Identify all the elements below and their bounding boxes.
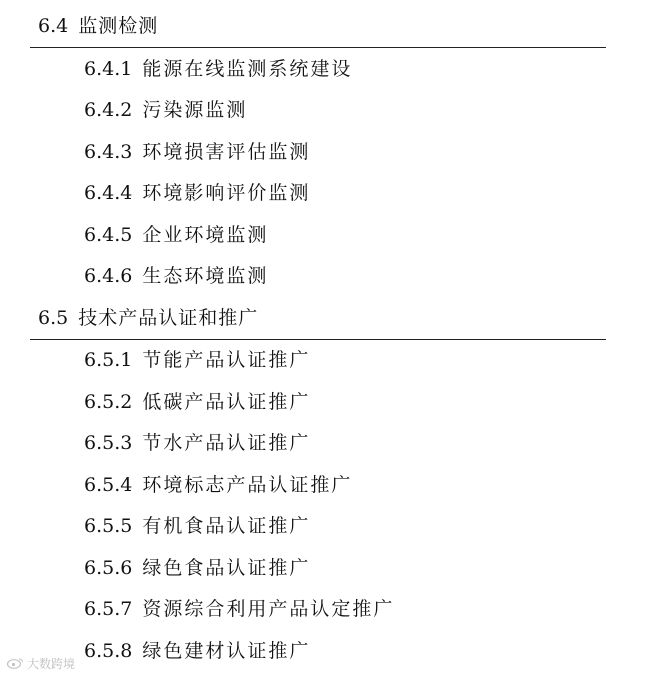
item-number: 6.5.7 bbox=[84, 598, 133, 620]
item-title: 生态环境监测 bbox=[142, 265, 269, 287]
item-number: 6.4.6 bbox=[84, 265, 133, 287]
item-number: 6.4.2 bbox=[84, 99, 133, 121]
item-title: 环境损害评估监测 bbox=[142, 141, 311, 163]
toc-item bbox=[84, 390, 310, 414]
item-title: 污染源监测 bbox=[142, 99, 248, 121]
item-title: 绿色食品认证推广 bbox=[142, 557, 311, 579]
item-number: 6.5.2 bbox=[84, 391, 133, 413]
section-heading bbox=[38, 306, 258, 330]
item-number: 6.5.5 bbox=[84, 515, 133, 537]
toc-item bbox=[84, 514, 310, 538]
toc-item bbox=[84, 639, 310, 663]
item-title: 绿色建材认证推广 bbox=[142, 640, 311, 662]
section-number: 6.5 bbox=[38, 307, 69, 329]
watermark-text: 大数跨境 bbox=[27, 657, 76, 671]
item-title: 资源综合利用产品认定推广 bbox=[142, 598, 395, 620]
section-divider bbox=[30, 339, 606, 340]
item-number: 6.4.5 bbox=[84, 224, 133, 246]
toc-item bbox=[84, 431, 310, 455]
item-title: 能源在线监测系统建设 bbox=[142, 58, 353, 80]
item-number: 6.5.1 bbox=[84, 349, 133, 371]
toc-item bbox=[84, 473, 352, 497]
item-number: 6.4.3 bbox=[84, 141, 133, 163]
section-title: 技术产品认证和推广 bbox=[78, 307, 259, 329]
toc-item bbox=[84, 98, 247, 122]
toc-item bbox=[84, 57, 352, 81]
watermark bbox=[6, 656, 75, 672]
item-number: 6.4.1 bbox=[84, 58, 133, 80]
section-divider bbox=[30, 47, 606, 48]
item-title: 低碳产品认证推广 bbox=[142, 391, 311, 413]
section-number: 6.4 bbox=[38, 15, 69, 37]
toc-item bbox=[84, 140, 310, 164]
toc-item bbox=[84, 181, 310, 205]
section-title: 监测检测 bbox=[78, 15, 159, 37]
toc-item bbox=[84, 556, 310, 580]
item-number: 6.5.3 bbox=[84, 432, 133, 454]
toc-item bbox=[84, 597, 394, 621]
toc-item bbox=[84, 264, 268, 288]
toc-item bbox=[84, 223, 268, 247]
item-number: 6.4.4 bbox=[84, 182, 133, 204]
item-number: 6.5.4 bbox=[84, 474, 133, 496]
item-title: 有机食品认证推广 bbox=[142, 515, 311, 537]
toc-item bbox=[84, 348, 310, 372]
item-title: 节能产品认证推广 bbox=[142, 349, 311, 371]
weibo-logo-icon bbox=[6, 657, 24, 669]
item-title: 企业环境监测 bbox=[142, 224, 269, 246]
item-number: 6.5.8 bbox=[84, 640, 133, 662]
item-title: 环境影响评价监测 bbox=[142, 182, 311, 204]
item-title: 环境标志产品认证推广 bbox=[142, 474, 353, 496]
item-number: 6.5.6 bbox=[84, 557, 133, 579]
item-title: 节水产品认证推广 bbox=[142, 432, 311, 454]
section-heading bbox=[38, 14, 158, 38]
